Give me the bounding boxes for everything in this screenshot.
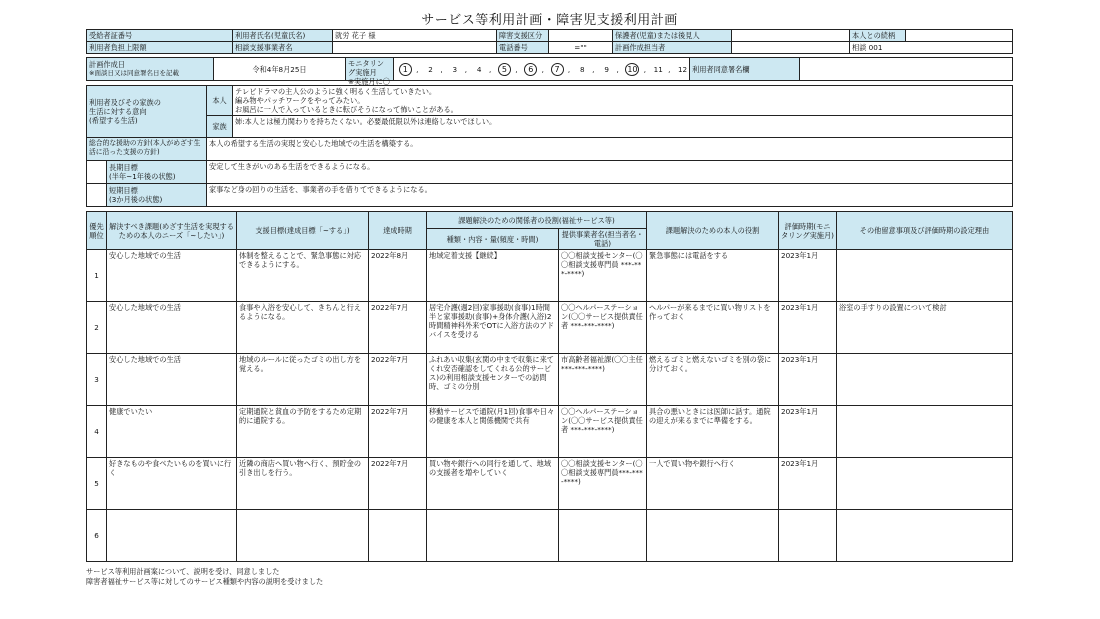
row-service: 居宅介護(週2回)家事援助(食事)1時間半と家事援助(食事)+身体介護(入浴)2時間精神科外来でOTに入浴方法のアドバイスを受ける (427, 302, 559, 354)
plan-table (86, 211, 1013, 562)
plan-date-label-cell (87, 58, 214, 81)
plan-creator-empty (732, 42, 850, 54)
row-issue: 安心した地域での生活 (107, 354, 237, 406)
month-8[interactable]: 8 (580, 64, 585, 74)
row-provider: 〇〇ヘルパーステーション(〇〇サービス提供責任者 ***-***-****) (559, 302, 647, 354)
header-notes: その他留意事項及び評価時期の設定理由 (837, 212, 1013, 250)
row-notes (837, 510, 1013, 562)
month-7[interactable]: 7 (551, 63, 564, 76)
row-priority: 4 (87, 406, 107, 458)
monitoring-note: ※実施月に〇 (348, 77, 390, 86)
row-period: 2022年8月 (369, 250, 427, 302)
row-goal: 定期通院と貧血の予防をするため定期的に通院する。 (237, 406, 369, 458)
short-goal-label-2: (3か月後の状態) (109, 195, 163, 204)
disability-level-label: 障害支援区分 (497, 30, 549, 42)
table-row (87, 458, 1013, 510)
table-row (87, 302, 1013, 354)
signature-label: 利用者同意署名欄 (690, 58, 800, 81)
intent-label-2: 生活に対する意向 (89, 107, 147, 116)
row-eval: 2023年1月 (779, 406, 837, 458)
intent-self-label: 本人 (207, 86, 233, 116)
provider-name-value (333, 42, 497, 54)
basic-info-table (86, 29, 1013, 54)
goal-indent (87, 161, 107, 184)
intent-self-text (233, 86, 1013, 116)
row-service: 買い物や銀行への同行を通して、地域の支援者を増やしていく (427, 458, 559, 510)
row-eval (779, 510, 837, 562)
row-goal: 地域のルールに従ったゴミの出し方を覚える。 (237, 354, 369, 406)
monitoring-cell (346, 58, 690, 86)
plan-document (86, 0, 1013, 587)
policy-label: 総合的な援助の方針(本人がめざす生活に沿った支援の方針) (87, 138, 207, 161)
plan-date-table (86, 57, 1013, 86)
month-3[interactable]: 3 (452, 64, 458, 74)
row-period: 2022年7月 (369, 458, 427, 510)
intent-family-text: 姉:本人とは極力関わりを持ちたくない。必要最低限以外は連絡しないでほしい。 (233, 116, 1013, 138)
monitoring-months: 1 , 2 , 3 , 4 , 5 , 6 , 7 , 8 , 9 , 10 , 11 , 12 (394, 63, 689, 76)
row-priority: 6 (87, 510, 107, 562)
monitoring-label: モニタリング実施月 (348, 59, 384, 77)
header-role: 課題解決のための本人の役割 (647, 212, 779, 250)
row-notes (837, 250, 1013, 302)
intent-label-1: 利用者及びその家族の (89, 98, 161, 107)
row-provider: 市高齢者福祉課(〇〇主任 ***-***-****) (559, 354, 647, 406)
provider-name-label: 相談支援事業者名 (233, 42, 333, 54)
month-12[interactable]: 12 (677, 64, 688, 74)
header-service-type: 種類・内容・量(頻度・時間) (427, 229, 559, 250)
guardian-value (732, 30, 850, 42)
table-row (87, 510, 1013, 562)
row-service: ふれあい収集(玄関の中まで収集に来てくれ安否確認をしてくれる公的サービス)の利用相談支援センターでの訪問時、ゴミの分別 (427, 354, 559, 406)
intent-label-3: (希望する生活) (89, 116, 138, 125)
table-row (87, 250, 1013, 302)
row-goal: 食事や入浴を安心して、きちんと行えるようになる。 (237, 302, 369, 354)
header-eval: 評価時期(モニタリング実施月) (779, 212, 837, 250)
row-role: ヘルパーが来るまでに買い物リストを作っておく (647, 302, 779, 354)
month-6[interactable]: 6 (524, 63, 537, 76)
long-goal-label-1: 長期目標 (109, 163, 138, 172)
row-goal: 体制を整えることで、緊急事態に対応できるようにする。 (237, 250, 369, 302)
row-issue: 健康でいたい (107, 406, 237, 458)
signature-value[interactable] (800, 58, 1013, 81)
long-goal-label-cell (107, 161, 207, 184)
plan-date-value: 令和4年8月25日 (214, 58, 346, 81)
row-eval: 2023年1月 (779, 302, 837, 354)
month-2[interactable]: 2 (428, 64, 433, 74)
policy-text: 本人の希望する生活の実現と安心した地域での生活を構築する。 (207, 138, 1013, 161)
footer-notes (86, 567, 1013, 587)
footer-line-1: サービス等利用計画案について、説明を受け、同意しました (86, 567, 280, 576)
row-service (427, 510, 559, 562)
user-name-label: 利用者氏名(児童氏名) (233, 30, 333, 42)
month-11[interactable]: 11 (653, 64, 663, 74)
row-role: 一人で買い物や銀行へ行く (647, 458, 779, 510)
row-service: 地域定着支援【継続】 (427, 250, 559, 302)
short-goal-label-cell (107, 184, 207, 207)
row-period: 2022年7月 (369, 406, 427, 458)
row-period: 2022年7月 (369, 302, 427, 354)
plan-date-note: ※面談日又は同意署名日を記載 (89, 69, 179, 77)
row-period: 2022年7月 (369, 354, 427, 406)
guardian-label: 保護者(児童)または後見人 (613, 30, 732, 42)
header-provider: 提供事業者名(担当者名・電話) (559, 229, 647, 250)
row-issue: 安心した地域での生活 (107, 302, 237, 354)
row-provider: 〇〇相談支援センター(〇〇相談支援専門員***-***-****) (559, 458, 647, 510)
plan-creator-value: 相談 001 (850, 42, 1013, 54)
row-eval: 2023年1月 (779, 458, 837, 510)
row-issue (107, 510, 237, 562)
user-name-value: 就労 花子 様 (333, 30, 497, 42)
short-goal-label-1: 短期目標 (109, 186, 138, 195)
table-row (87, 354, 1013, 406)
row-service: 移動サービスで通院(月1回)食事や日々の健康を本人と関係機関で共有 (427, 406, 559, 458)
long-goal-text: 安定して生きがいのある生活をできるようになる。 (207, 161, 1013, 184)
header-priority: 優先順位 (87, 212, 107, 250)
phone-label: 電話番号 (497, 42, 549, 54)
plan-date-label: 計画作成日 (89, 60, 125, 69)
row-priority: 5 (87, 458, 107, 510)
intent-self-line: 編み物やパッチワークをやってみたい。 (235, 96, 365, 105)
row-period (369, 510, 427, 562)
cert-number-label: 受給者証番号 (87, 30, 233, 42)
relation-value (906, 30, 1013, 42)
month-4[interactable]: 4 (476, 64, 482, 74)
goal-indent (87, 184, 107, 207)
copay-limit-label: 利用者負担上限額 (87, 42, 233, 54)
footer-line-2: 障害者福祉サービス等に対してのサービス種類や内容の説明を受けました (86, 577, 324, 586)
month-5[interactable]: 5 (498, 63, 511, 76)
row-priority: 1 (87, 250, 107, 302)
row-provider: 〇〇相談支援センター(〇〇相談支援専門員 ***-***-****) (559, 250, 647, 302)
header-issue: 解決すべき課題(めざす生活を実現するための本人のニーズ「~したい」) (107, 212, 237, 250)
row-role: 燃えるゴミと燃えないゴミを別の袋に分けておく。 (647, 354, 779, 406)
row-notes (837, 354, 1013, 406)
row-goal: 近隣の商店へ買い物へ行く、預貯金の引き出しを行う。 (237, 458, 369, 510)
row-priority: 2 (87, 302, 107, 354)
row-notes (837, 406, 1013, 458)
table-row (87, 406, 1013, 458)
phone-value: ="" (549, 42, 613, 54)
row-provider: 〇〇ヘルパーステーション(〇〇サービス提供責任者 ***-***-****) (559, 406, 647, 458)
intent-family-label: 家族 (207, 116, 233, 138)
row-notes: 浴室の手すりの設置について検討 (837, 302, 1013, 354)
relation-label: 本人との続柄 (850, 30, 906, 42)
row-goal (237, 510, 369, 562)
row-eval: 2023年1月 (779, 354, 837, 406)
intent-self-line: テレビドラマの主人公のように強く明るく生活していきたい。 (235, 87, 437, 96)
row-issue: 安心した地域での生活 (107, 250, 237, 302)
month-10[interactable]: 10 (627, 64, 638, 74)
plan-creator-label: 計画作成担当者 (613, 42, 732, 54)
intent-label-cell (87, 86, 207, 138)
long-goal-label-2: (半年~1年後の状態) (109, 172, 176, 181)
document-title: サービス等利用計画・障害児支援利用計画 (421, 13, 678, 28)
row-role: 緊急事態には電話をする (647, 250, 779, 302)
header-support-goal: 支援目標(達成目標「~する」) (237, 212, 369, 250)
intent-self-line: お風呂に一人で入っているときに転びそうになって怖いことがある。 (235, 105, 458, 114)
row-notes (837, 458, 1013, 510)
monitoring-label-box (346, 58, 394, 86)
policy-table (86, 85, 1013, 207)
row-issue: 好きなものや食べたいものを買いに行く (107, 458, 237, 510)
month-9[interactable]: 9 (604, 64, 609, 74)
month-1[interactable]: 1 (399, 63, 412, 76)
row-role: 具合の悪いときには医師に話す。通院の迎えが来るまでに準備をする。 (647, 406, 779, 458)
row-priority: 3 (87, 354, 107, 406)
row-eval: 2023年1月 (779, 250, 837, 302)
short-goal-text: 家事など身の回りの生活を、事業者の手を借りてできるようになる。 (207, 184, 1013, 207)
disability-level-value (549, 30, 613, 42)
header-period: 達成時期 (369, 212, 427, 250)
header-services-group: 課題解決のための関係者の役割(福祉サービス等) (427, 212, 647, 229)
row-provider (559, 510, 647, 562)
row-role (647, 510, 779, 562)
